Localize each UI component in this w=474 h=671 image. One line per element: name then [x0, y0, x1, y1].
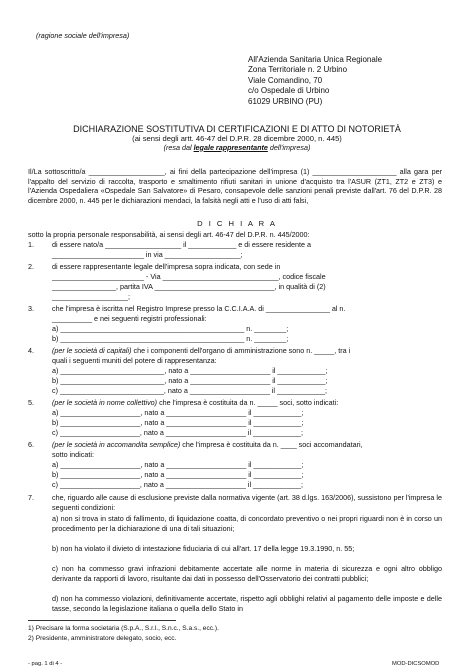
company-name-placeholder: (ragione sociale dell'impresa) [36, 31, 130, 40]
address-line: 61029 URBINO (PU) [248, 96, 323, 106]
item-1-line: _______________________ in via ___________________; [52, 250, 243, 259]
item-4-line: quali i seguenti muniti del potere di rappresentanza: [52, 356, 217, 365]
address-line: Zona Territoriale n. 2 Urbino [248, 65, 348, 75]
document-title [0, 124, 474, 152]
item-4-line: (per le società di capitali) che i componenti dell'organo di amministrazione sono n. _____, tra i [52, 346, 351, 355]
form-code: MOD-DICSOMOD [392, 661, 440, 667]
footnote-2: 2) Presidente, amministratore delegato, socio, ecc. [28, 635, 177, 642]
item-4-row: c) __________________________, nato a ____________________ il ____________; [52, 386, 327, 395]
item-number: 5. [28, 398, 34, 407]
item-2-line: ________________, partita IVA ______________________________, in qualità di (2) [52, 282, 326, 291]
item-2-line: _______________________ - Via _____________________________, codice fiscale [52, 272, 326, 281]
item-3-line: __________ e nei seguenti registri professionali: [52, 314, 207, 323]
item-3-row: b) ______________________________________________ n. ________; [52, 334, 289, 343]
address-line: Viale Comandino, 70 [248, 75, 323, 85]
title-resa: (resa dal legale rappresentante dell'impresa) [163, 142, 311, 152]
item-number: 1. [28, 240, 34, 249]
item-6-row: b) ____________________, nato a ____________________ il ____________; [52, 470, 304, 479]
item-number: 6. [28, 440, 34, 449]
item-3-row: a) ______________________________________________ n. ________; [52, 324, 289, 333]
item-5-row: c) ____________________, nato a ____________________ il ____________; [52, 428, 304, 437]
item-5-row: b) ____________________, nato a ____________________ il ____________; [52, 418, 304, 427]
item-6-line: (per le società in accomandita semplice) che l'impresa è costituita da n. ____ soci accomandatari, [52, 440, 363, 449]
responsibility-line: sotto la propria personale responsabilità, ai sensi degli art. 46-47 del D.P.R. n. 445/2000: [28, 230, 310, 239]
page-number: - pag. 1 di 4 - [28, 661, 63, 667]
intro-paragraph: Il/La sottoscritto/a ___________________, ai fini della partecipazione dell'impresa (1) _____________________ alla gara per l'appalto del servizio di raccolta, trasporto e smaltimento rifiuti sanitari in unione d'acquisto tra l'ASUR (ZT1, ZT2 e ZT3) e l'Azienda Ospedaliera «Ospedale San Salvatore» di Pesaro, consapevole delle sanzioni penali previste dall'art. 76 del D.P.R. 28 dicembre 2000, n. 445 per le dichiarazioni mendaci, la falsità negli atti e l'uso di atti falsi, [28, 167, 442, 205]
item-7-sub: b) non ha violato il divieto di intestazione fiduciaria di cui all'art. 17 della legge 19.3.1990, n. 55; [52, 544, 355, 553]
item-number: 7. [28, 493, 34, 502]
item-2-line: di essere rappresentante legale dell'impresa sopra indicata, con sede in [52, 262, 281, 271]
item-3-line: che l'impresa è iscritta nel Registro Imprese presso la C.C.I.A.A. di ________________ al n. [52, 304, 346, 313]
item-7-intro: che, riguardo alle cause di esclusione previste dalla normativa vigente (art. 38 d.lgs. 163/2006), sussistono per l'impresa le seguenti condizioni: [52, 493, 442, 512]
item-7-sub: d) non ha commesso violazioni, definitivamente accertate, rispetto agli obblighi relativi al pagamento delle imposte e delle tasse, secondo la legislazione italiana o quella dello Stato in [52, 594, 442, 613]
item-5-line: (per le società in nome collettivo) che l'impresa è costituita da n. _____ soci, sotto indicati: [52, 398, 339, 407]
item-number: 4. [28, 346, 34, 355]
item-4-row: a) __________________________, nato a ____________________ il ____________; [52, 366, 328, 375]
title-sub: (ai sensi degli artt. 46-47 del D.P.R. 28 dicembre 2000, n. 445) [132, 133, 342, 143]
item-6-row: c) ____________________, nato a ____________________ il ____________; [52, 480, 304, 489]
footnote-1: 1) Precisare la forma societaria (S.p.A., S.r.l., S.n.c., S.a.s., ecc.). [28, 625, 219, 632]
item-4-row: b) __________________________, nato a ____________________ il ____________; [52, 376, 328, 385]
item-number: 3. [28, 304, 34, 313]
address-line: c/o Ospedale di Urbino [248, 86, 330, 96]
title-main: DICHIARAZIONE SOSTITUTIVA DI CERTIFICAZIONI E DI ATTO DI NOTORIETÀ [73, 124, 401, 134]
item-6-line: sotto indicati: [52, 450, 94, 459]
address-line: All'Azienda Sanitaria Unica Regionale [248, 55, 383, 64]
item-number: 2. [28, 262, 34, 271]
item-7-sub: c) non ha commesso gravi infrazioni debitamente accertate alle norme in materia di sicurezza e ogni altro obbligo derivante da rapporti di lavoro, risultante dai dati in possesso dell'Osservatorio dei contratti pubblici; [52, 564, 442, 583]
item-5-row: a) ____________________, nato a ____________________ il ____________; [52, 408, 304, 417]
item-1-line: di essere nato/a ___________________ il ____________ e di essere residente a [52, 240, 311, 249]
item-7-sub: a) non si trova in stato di fallimento, di liquidazione coatta, di concordato preventivo o nei propri riguardi non è in corso un procedimento per la dichiarazione di una di tali situazioni; [52, 514, 442, 533]
item-2-line: ___________________; [52, 292, 130, 301]
footnote-divider [28, 620, 176, 621]
dichiara-heading: D I C H I A R A [197, 219, 277, 228]
item-6-row: a) ____________________, nato a ____________________ il ____________; [52, 460, 304, 469]
recipient-address [248, 55, 382, 107]
